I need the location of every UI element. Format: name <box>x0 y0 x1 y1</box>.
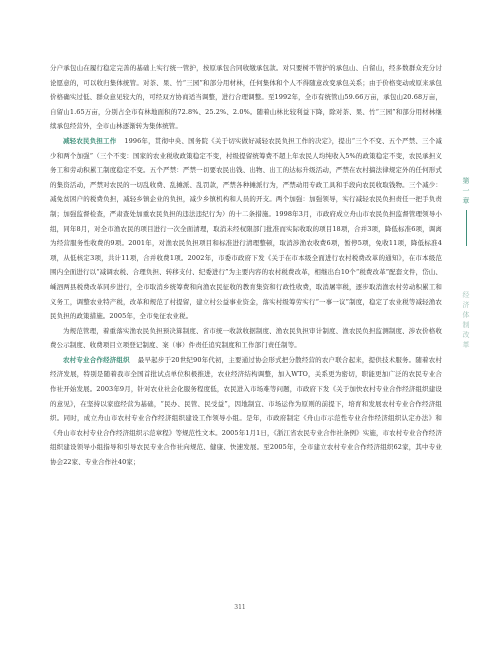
section-heading-cooperatives: 农村专业合作经济组织 <box>63 355 130 364</box>
paragraph-text: 最早起步于20世纪90年代初，主要通过协会形式把分散经营的农户联合起来，提供技术服务。随着农村经济发展，特别是随着我市全国首批试点单位积极推进，农业经济结构调整，加入WTO，关系更为密切，职能更加广泛的农民专业合作社开始发展。2003年9月，针对农业社会化服务程度低，农民进入市场难等问题，市政府下发《关于加快农村专业合作经济组织建设的意见》，在坚持以家庭经营为基础，“民办、民管、民受益”，因地制宜、市场运作为原则的前提下，培育和发展农村专业合作经济组织。同时，成立舟山市农村专业合作经济组织建设工作领导小组。是年，市政府制定《舟山市示范性专业合作经济组织认定办法》和《舟山市农村专业合作经济组织示范章程》等规范性文本。2005年1月1日，《浙江省农民专业合作社条例》实施，市农村专业合作经济组织建设领导小组指导和引导农民专业合作社向规范、健康、快速发展。至2005年，全市建立农村专业合作经济组织62家，其中专业协会22家、专业合作社40家； <box>50 355 443 467</box>
body-text <box>50 0 442 470</box>
paragraph-cooperatives <box>50 353 442 470</box>
paragraph-regulation <box>50 324 442 353</box>
page-number: 311 <box>234 604 246 611</box>
chapter-side-tab <box>457 176 475 350</box>
section-heading-burden-reduction: 减轻农民负担工作 <box>63 136 117 145</box>
chapter-number: 第 一 章 <box>462 177 470 205</box>
chapter-divider <box>466 210 467 246</box>
paragraph-text: 为规范管理，着重落实渔农民负担预决算制度、省市统一收款收据制度、渔农民负担审计制度、渔农民负担监测制度、涉农价格收费公示制度、收费项目立项登记制度、案（事）件责任追究制度和工作部门责任制等。 <box>50 326 442 350</box>
paragraph-text: 1996年，贯彻中央、国务院《关于切实做好减轻农民负担工作的决定》，提出“三个不变、五个严禁、三个减少和两个加强”（三个不变：国家的农业税收政策稳定不变，村级提留统筹费不超上年农民人均纯收入5%的政策稳定不变，农民承担义务工和劳动积累工制度稳定不变。五个严禁：严禁一切要农民出钱、出物、出工的达标升级活动，严禁在农村搞法律规定外的任何形式的集资活动，严禁对农民的一切乱收费、乱摊派、乱罚款，严禁各种摊派行为，严禁动用专政工具和手段向农民收取钱物。三个减少：减免贫困户的税费负担，减轻乡镇企业的负担，减少乡镇机构和人员的开支。两个加强：加强领导，实行减轻农民负担责任一把手负责制；加强监督检查，严肃查处加重农民负担的违法违纪行为）的十二条措施。1998年3月，市政府成立舟山市农民负担监督管理领导小组，同年8月，对全市渔农民的项目进行一次全面清理，取消未经权限部门批准而实际收取的项目18项，合并3项，降低标准6项，调离为经营服务性收费的9项。2001年，对渔农民负担项目和标准进行清理整顿，取消涉渔农收费6项，暂停5项，免收11项，降低标准4项，从低核定3项，共计11项，合并收费1项。2002年，市委市政府下发《关于在市本级全面进行农村税费改革的通知》，在市本级范围内全面进行以“减调农税、合理负担、转移支付、纪委进行”为主要内容的农村税费改革，相继出台10个“税费改革”配套文件，岱山、嵊泗两县税费改革同步进行，全市取消乡统筹费和向渔农民征收的教育集资和行政性收费，取消屠宰税，逐步取消渔农村劳动积累工和义务工，调整农业特产税，改革和规范了村提留，建立村公益事业资金，落实村级筹劳实行“一事一议”制度，稳定了农业税等减轻渔农民负担的政策措施。2005年，全市免征农业税。 <box>50 136 442 321</box>
chapter-title: 经 济 体 制 改 革 <box>462 291 470 349</box>
paragraph-burden-reduction <box>50 134 442 324</box>
paragraph-land-contract <box>50 61 442 134</box>
paragraph-text: 分户承包山在履行稳定完善的基础上实行统一管护，按原承包合同收缴承包款。对只要树不管护的承包山、自留山，经多数群众充分讨论愿意的，可以收归集体统管。对茶、果、竹“三园”和部分用材林，任何集体和个人不得随意改变承包关系；由于价格变动或原来承包价格确实过低、群众意见较大的，可经双方协商适当调整，进行合理调整。至1992年，全市有统管山59.66万亩，承包山20.68万亩，自留山1.65万亩，分别占全市有林地面积的72.8%、25.2%、2.0%。随着山林比较利益下降，除对茶、果、竹“三园”和部分用材林继续承包经营外，全市山林逐渐转为集体统管。 <box>50 64 442 131</box>
